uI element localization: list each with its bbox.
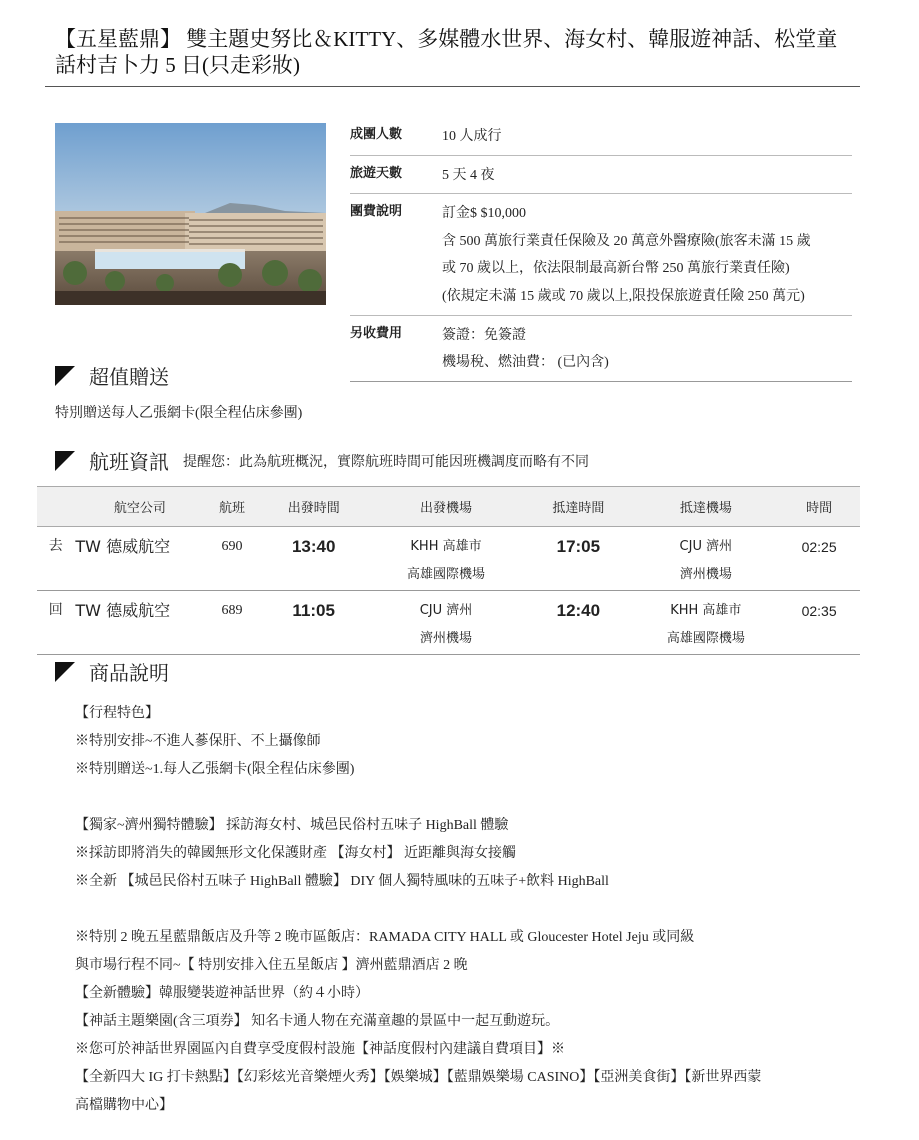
extra-fee-details — [432, 316, 852, 381]
days-value: 5 天 4 夜 — [442, 167, 495, 183]
desc-line: ※全新 【城邑民俗村五味子 HighBall 體驗】 DIY 個人獨特風味的五味子+飲料 HighBall — [75, 874, 609, 889]
fee-details — [432, 194, 852, 314]
fee-label: 團費說明 — [350, 204, 403, 220]
desc-spacer — [75, 784, 875, 812]
airport-name: 濟州機場 — [679, 567, 732, 582]
fee-line: (依規定未滿 15 歲或 70 歲以上,限投保旅遊責任險 250 萬元) — [442, 288, 805, 304]
flight-note: 提醒您：此為航班概況，實際航班時間可能因班機調度而略有不同 — [183, 454, 589, 470]
days-label: 旅遊天數 — [350, 165, 403, 181]
gift-heading — [55, 361, 169, 390]
fee-row — [350, 194, 852, 315]
table-row — [37, 591, 860, 655]
departure-time: 11:05 — [259, 591, 369, 655]
desc-line: 【全新體驗】韓服變裝遊神話世界（約４小時） — [75, 986, 369, 1001]
desc-spacer — [75, 896, 875, 924]
departure-airport — [369, 527, 523, 591]
flight-duration: 02:35 — [778, 591, 860, 655]
triangle-icon — [55, 366, 75, 386]
extra-fee-label: 另收費用 — [350, 325, 403, 341]
fee-line: 或 70 歲以上，依法限制最高新台幣 250 萬旅行業責任險) — [442, 261, 790, 277]
airport-code-city: KHH 高雄市 — [410, 539, 482, 554]
page-title: 【五星藍鼎】 雙主題史努比＆KITTY、多媒體水世界、海女村、韓服遊神話、松堂童話村吉卜力 5 日(只走彩妝) — [55, 27, 838, 77]
arrival-time: 12:40 — [523, 591, 633, 655]
arrival-airport — [633, 591, 778, 655]
table-row — [37, 527, 860, 591]
group-size-label: 成團人數 — [350, 127, 403, 142]
days-row — [350, 156, 852, 195]
dep-time-header: 出發時間 — [259, 487, 369, 527]
direction-header — [37, 487, 74, 527]
extra-fee-row — [350, 316, 852, 382]
desc-line: 高檔購物中心】 — [75, 1098, 173, 1113]
desc-line: 【神話主題樂園(含三項券】 知名卡通人物在充滿童趣的景區中一起互動遊玩。 — [75, 1014, 560, 1029]
flight-no-header: 航班 — [205, 487, 258, 527]
desc-line: ※特別安排~不進人蔘保肝、不上攝像師 — [75, 734, 321, 749]
desc-line: ※您可於神話世界園區內自費享受度假村設施【神話度假村內建議自費項目】※ — [75, 1042, 565, 1057]
desc-line: 【全新四大 IG 打卡熱點】【幻彩炫光音樂煙火秀】【娛樂城】【藍鼎娛樂場 CASINO】【亞洲美食街】【新世界西蒙 — [75, 1070, 762, 1085]
dep-airport-header: 出發機場 — [369, 487, 523, 527]
flight-heading-label: 航班資訊 — [89, 452, 169, 474]
direction: 回 — [37, 591, 74, 655]
arrival-time: 17:05 — [523, 527, 633, 591]
visa-line: 簽證：免簽證 — [442, 327, 526, 343]
fee-line: 含 500 萬旅行業責任保險及 20 萬意外醫療險(旅客未滿 15 歲 — [442, 233, 811, 249]
airport-name: 高雄國際機場 — [666, 631, 745, 646]
hotel-photo — [55, 123, 326, 305]
desc-line: 【行程特色】 — [75, 706, 159, 721]
product-description — [75, 700, 875, 1120]
airline-header: 航空公司 — [74, 487, 205, 527]
desc-line: ※採訪即將消失的韓國無形文化保護財產 【海女村】 近距離與海女接觸 — [75, 846, 516, 861]
arr-time-header: 抵達時間 — [523, 487, 633, 527]
product-heading-label: 商品說明 — [89, 663, 169, 685]
arrival-airport — [633, 527, 778, 591]
flight-table-header — [37, 487, 860, 527]
flight-number: 689 — [205, 591, 258, 655]
airline: TW 德威航空 — [74, 527, 205, 591]
departure-airport — [369, 591, 523, 655]
gift-heading-label: 超值贈送 — [89, 367, 169, 389]
airport-code-city: CJU 濟州 — [419, 603, 473, 618]
desc-line: ※特別贈送~1.每人乙張網卡(限全程佔床參團) — [75, 762, 355, 777]
tour-info — [350, 117, 852, 382]
desc-line: 【獨家~濟州獨特體驗】 採訪海女村、城邑民俗村五味子 HighBall 體驗 — [75, 818, 509, 833]
departure-time: 13:40 — [259, 527, 369, 591]
flight-duration: 02:25 — [778, 527, 860, 591]
gift-text: 特別贈送每人乙張網卡(限全程佔床參團) — [55, 406, 303, 421]
arr-airport-header: 抵達機場 — [633, 487, 778, 527]
flight-table — [37, 486, 860, 655]
group-size-value: 10 人成行 — [442, 129, 502, 144]
fee-deposit: 訂金$ $10,000 — [442, 206, 526, 222]
airport-code-city: CJU 濟州 — [679, 539, 733, 554]
group-size-row — [350, 117, 852, 156]
airport-code-city: KHH 高雄市 — [670, 603, 742, 618]
airport-name: 濟州機場 — [420, 631, 473, 646]
desc-line: 與市場行程不同~【 特別安排入住五星飯店 】濟州藍鼎酒店 2 晚 — [75, 958, 468, 973]
airport-name: 高雄國際機場 — [407, 567, 486, 582]
triangle-icon — [55, 451, 75, 471]
flight-heading — [55, 446, 589, 475]
tax-line: 機場稅、燃油費： (已內含) — [442, 355, 609, 371]
triangle-icon — [55, 662, 75, 682]
duration-header: 時間 — [778, 487, 860, 527]
product-heading — [55, 657, 169, 686]
direction: 去 — [37, 527, 74, 591]
desc-line: ※特別 2 晚五星藍鼎飯店及升等 2 晚市區飯店：RAMADA CITY HALL 或 Gloucester Hotel Jeju 或同級 — [75, 930, 695, 945]
airline: TW 德威航空 — [74, 591, 205, 655]
flight-number: 690 — [205, 527, 258, 591]
title-divider — [45, 86, 860, 87]
